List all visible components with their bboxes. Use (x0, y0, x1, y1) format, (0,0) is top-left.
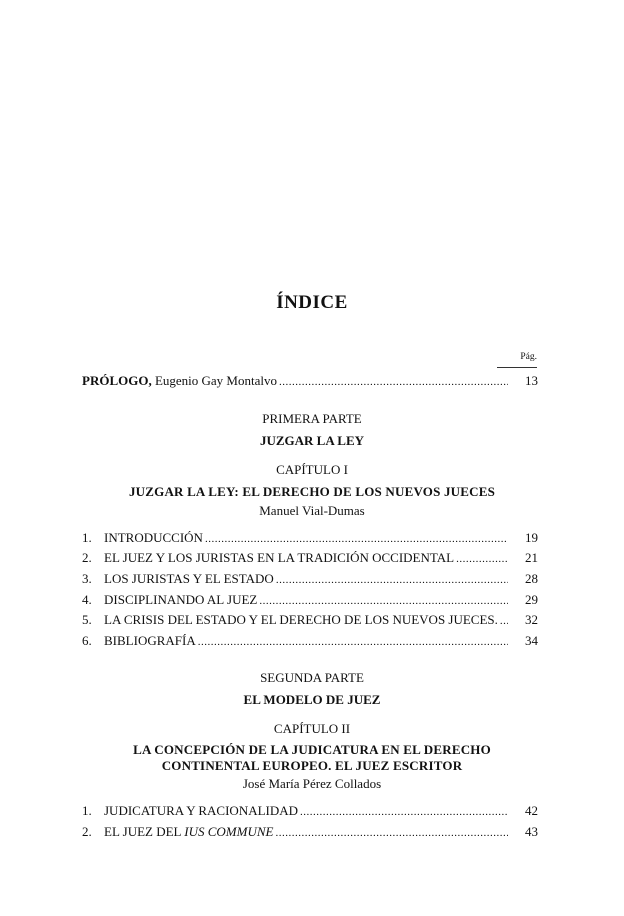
leader-dots (300, 803, 508, 819)
chapter-title: JUZGAR LA LEY: EL DERECHO DE LOS NUEVOS JUECES (128, 484, 496, 499)
leader-dots (500, 612, 508, 628)
prologue-author: Eugenio Gay Montalvo (154, 373, 277, 388)
leader-dots (276, 571, 508, 587)
toc-entry-page: 34 (525, 633, 538, 648)
leader-dots (205, 530, 508, 546)
part-title: JUZGAR LA LEY (259, 433, 365, 448)
toc-entry-text-prefix: EL JUEZ DEL (104, 824, 185, 839)
toc-entry-page: 42 (525, 803, 538, 818)
toc-entry-prologue[interactable] (82, 373, 538, 391)
toc-entry-page: 43 (525, 824, 538, 839)
toc-entry-number: 3. (82, 571, 92, 586)
toc-entry-text: LOS JURISTAS Y EL ESTADO (104, 571, 274, 586)
leader-dots (198, 633, 508, 649)
toc-entry-text: LA CRISIS DEL ESTADO Y EL DERECHO DE LOS NUEVOS JUECES. (104, 612, 498, 627)
toc-entry[interactable] (82, 550, 538, 568)
part-title: EL MODELO DE JUEZ (243, 692, 381, 707)
toc-entry-text: DISCIPLINANDO AL JUEZ (104, 592, 258, 607)
leader-dots (275, 824, 508, 840)
part-name: SEGUNDA PARTE (260, 670, 364, 685)
toc-entry-text: EL JUEZ Y LOS JURISTAS EN LA TRADICIÓN OCCIDENTAL (104, 550, 455, 565)
chapter-number: CAPÍTULO II (273, 721, 351, 736)
toc-entry-number: 2. (82, 550, 92, 565)
page-column-label: Pág. (520, 352, 537, 362)
prologue-label: PRÓLOGO, (82, 373, 152, 388)
toc-entry-text: INTRODUCCIÓN (104, 530, 203, 545)
part-name: PRIMERA PARTE (262, 411, 362, 426)
toc-entry[interactable] (82, 530, 538, 548)
toc-entry-page: 19 (525, 530, 538, 545)
chapter-author: José María Pérez Collados (242, 776, 382, 791)
toc-entry[interactable] (82, 612, 538, 630)
toc-entry-number: 1. (82, 530, 92, 545)
toc-entry[interactable] (82, 633, 538, 651)
toc-entry-number: 6. (82, 633, 92, 648)
toc-entry-text-italic: IUS COMMUNE (184, 824, 274, 839)
chapter-title-line-1: LA CONCEPCIÓN DE LA JUDICATURA EN EL DERECHO (133, 742, 491, 757)
toc-entry-number: 1. (82, 803, 92, 818)
leader-dots (279, 373, 508, 389)
leader-dots (456, 550, 508, 566)
toc-entry[interactable] (82, 803, 538, 821)
toc-entry-number: 4. (82, 592, 92, 607)
chapter-author: Manuel Vial-Dumas (259, 503, 365, 518)
toc-entry-page: 32 (525, 612, 538, 627)
toc-entry-number: 5. (82, 612, 92, 627)
page-column-rule (497, 367, 537, 368)
toc-entry-text (82, 373, 277, 389)
chapter-title-line-2: CONTINENTAL EUROPEO. EL JUEZ ESCRITOR (161, 758, 463, 773)
page-title: ÍNDICE (276, 292, 348, 313)
toc-entry[interactable] (82, 571, 538, 589)
toc-entry-page: 28 (525, 571, 538, 586)
toc-entry[interactable] (82, 824, 538, 842)
chapter-number: CAPÍTULO I (276, 462, 348, 477)
toc-entry-text: JUDICATURA Y RACIONALIDAD (104, 803, 299, 818)
toc-entry[interactable] (82, 592, 538, 610)
toc-entry-page: 29 (525, 592, 538, 607)
leader-dots (259, 592, 508, 608)
toc-entry-page: 21 (525, 550, 538, 565)
toc-entry-number: 2. (82, 824, 92, 839)
toc-entry-page: 13 (525, 373, 538, 388)
toc-entry-text (104, 824, 273, 840)
toc-entry-text: BIBLIOGRAFÍA (104, 633, 196, 648)
